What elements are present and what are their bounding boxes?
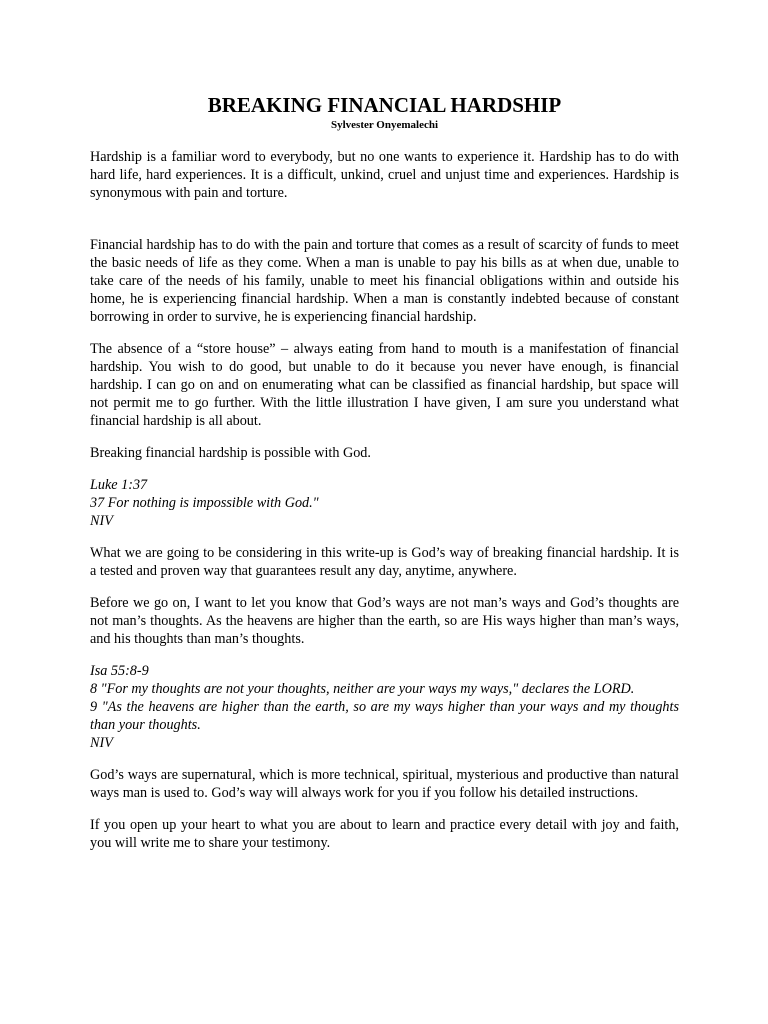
verse-reference: Luke 1:37 — [90, 477, 148, 493]
verse-isaiah — [90, 662, 679, 752]
paragraph-gods-thoughts: Before we go on, I want to let you know that God’s ways are not man’s ways and God’s thoughts are not man’s thoughts. As the heavens are higher than the earth, so are His ways higher than man’s ways, and his thoughts than man’s thoughts. — [90, 595, 679, 647]
verse-luke — [90, 476, 679, 530]
verse-text-9: 9 "As the heavens are higher than the earth, so are my ways higher than your ways and my thoughts than your thoughts. — [90, 699, 679, 733]
paragraph-store-house: The absence of a “store house” – always eating from hand to mouth is a manifestation of financial hardship. You wish to do good, but unable to do it because you never have enough, is financial hardship. I can go on and on enumerating what can be classified as financial hardship, but space will not permit me to go further. With the little illustration I have given, I am sure you understand what financial hardship is all about. — [90, 341, 679, 429]
paragraph-possible-with-god: Breaking financial hardship is possible with God. — [90, 445, 371, 461]
verse-version: NIV — [90, 735, 113, 751]
paragraph-supernatural-ways: God’s ways are supernatural, which is more technical, spiritual, mysterious and productive than natural ways man is used to. God’s way will always work for you if you follow his detailed instructions. — [90, 767, 679, 801]
document-author: Sylvester Onyemalechi — [330, 119, 439, 131]
paragraph-gods-way: What we are going to be considering in this write-up is God’s way of breaking financial hardship. It is a tested and proven way that guarantees result any day, anytime, anywhere. — [90, 545, 679, 579]
paragraph-hardship-definition: Hardship is a familiar word to everybody, but no one wants to experience it. Hardship has to do with hard life, hard experiences. It is a difficult, unkind, cruel and unjust time and experiences. Hardship is synonymous with pain and torture. — [90, 149, 679, 201]
verse-text-8: 8 "For my thoughts are not your thoughts, neither are your ways my ways," declares the LORD. — [90, 681, 635, 697]
paragraph-open-heart: If you open up your heart to what you are about to learn and practice every detail with joy and faith, you will write me to share your testimony. — [90, 817, 679, 851]
verse-version: NIV — [90, 513, 113, 529]
verse-reference: Isa 55:8-9 — [90, 663, 149, 679]
document-title: BREAKING FINANCIAL HARDSHIP — [207, 93, 562, 117]
paragraph-financial-hardship: Financial hardship has to do with the pain and torture that comes as a result of scarcity of funds to meet the basic needs of life as they come. When a man is unable to pay his bills as at when due, unable to take care of the needs of his family, unable to meet his financial obligations within and outside his home, he is experiencing financial hardship. When a man is constantly indebted because of constant borrowing in order to survive, he is experiencing financial hardship. — [90, 237, 679, 325]
verse-text: 37 For nothing is impossible with God." — [90, 495, 319, 511]
document-page — [90, 92, 679, 866]
